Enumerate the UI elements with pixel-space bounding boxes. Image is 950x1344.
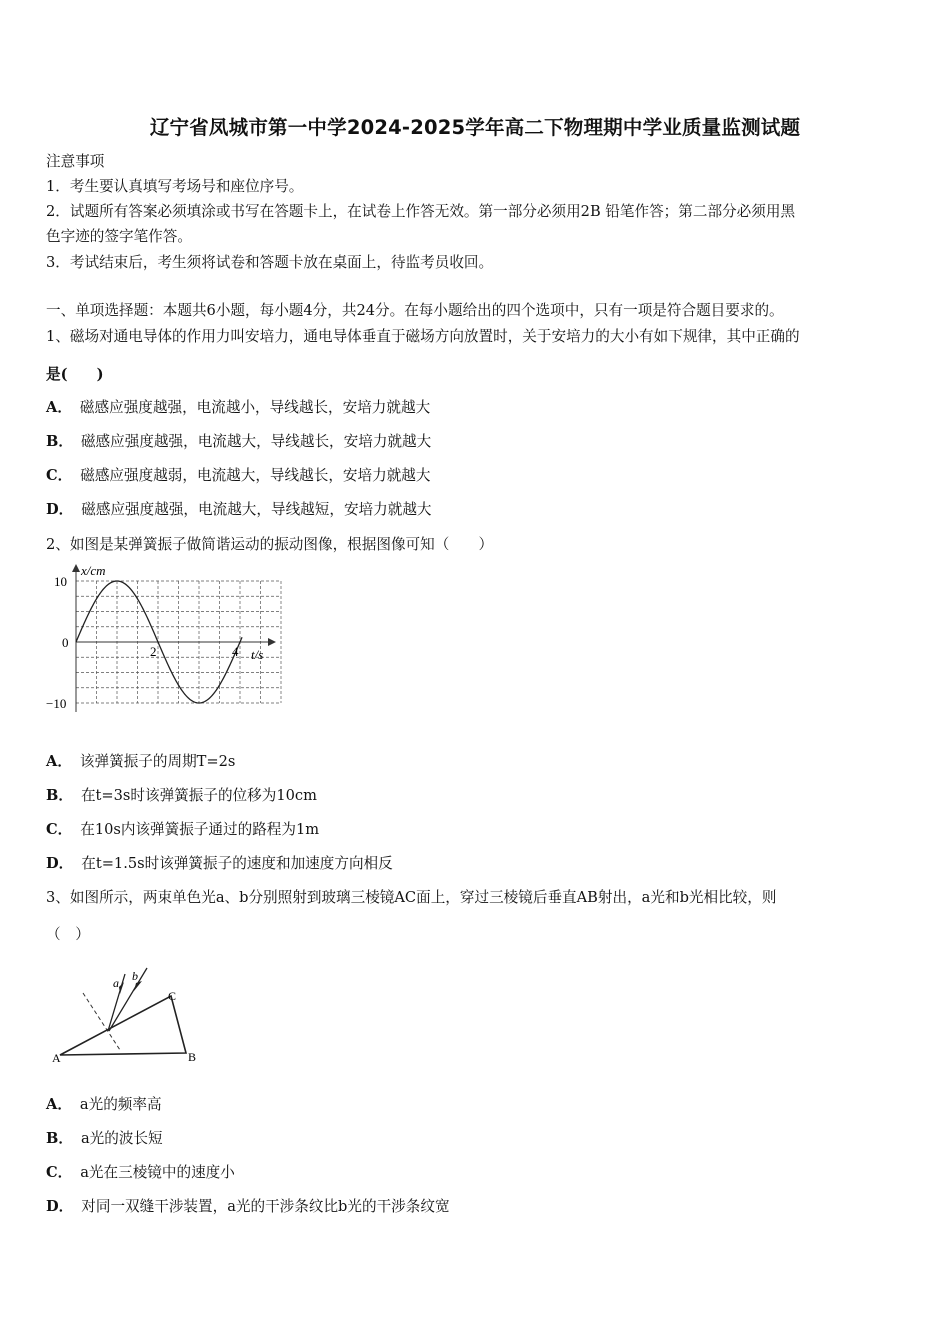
notice-item-1: 1．考生要认真填写考场号和座位序号。 bbox=[46, 178, 304, 195]
q3-stem-cont: （ ） bbox=[46, 926, 90, 943]
t-axis-arrow bbox=[268, 638, 276, 646]
q1-option-c: C． 磁感应强度越弱，电流越大，导线越长，安培力就越大 bbox=[46, 467, 431, 484]
x-tick-2: 2 bbox=[150, 644, 157, 659]
x-tick-4: 4 bbox=[232, 644, 239, 659]
vertex-b: B bbox=[188, 1050, 197, 1064]
q2-stem: 2、如图是某弹簧振子做简谐运动的振动图像，根据图像可知（ ） bbox=[46, 536, 494, 553]
prism-triangle bbox=[60, 996, 186, 1055]
y-tick-0: 0 bbox=[62, 635, 69, 650]
q3-option-c: C． a光在三棱镜中的速度小 bbox=[46, 1164, 235, 1181]
q1-option-a: A． 磁感应强度越强，电流越小，导线越长，安培力就越大 bbox=[46, 399, 431, 416]
y-tick-neg10: −10 bbox=[46, 696, 67, 711]
x-axis-label: t/s bbox=[251, 647, 264, 662]
q1-stem-cont: 是( ) bbox=[46, 366, 104, 383]
q2-option-a: A． 该弹簧振子的周期T=2s bbox=[46, 753, 236, 770]
y-axis-label: x/cm bbox=[81, 563, 106, 578]
notice-item-2-cont: 色字迹的签字笔作答。 bbox=[46, 228, 192, 245]
x-axis-arrow bbox=[72, 564, 80, 572]
prism-figure bbox=[50, 960, 210, 1070]
oscillation-graph bbox=[40, 562, 285, 722]
q3-stem: 3、如图所示，两束单色光a、b分别照射到玻璃三棱镜AC面上，穿过三棱镜后垂直AB射出，a光和b光相比较，则 bbox=[46, 889, 777, 906]
label-b: b bbox=[132, 969, 138, 983]
q2-option-d: D． 在t=1.5s时该弹簧振子的速度和加速度方向相反 bbox=[46, 855, 393, 872]
q3-option-a: A． a光的频率高 bbox=[46, 1096, 162, 1113]
page-title: 辽宁省凤城市第一中学2024-2025学年高二下物理期中学业质量监测试题 bbox=[149, 116, 801, 139]
notice-heading: 注意事项 bbox=[46, 153, 105, 170]
notice-item-3: 3．考试结束后，考生须将试卷和答题卡放在桌面上，待监考员收回。 bbox=[46, 254, 494, 271]
q2-option-c: C． 在10s内该弹簧振子通过的路程为1m bbox=[46, 821, 320, 838]
q1-option-b: B． 磁感应强度越强，电流越大，导线越长，安培力就越大 bbox=[46, 433, 432, 450]
y-tick-10: 10 bbox=[54, 574, 67, 589]
q1-stem: 1、磁场对通电导体的作用力叫安培力，通电导体垂直于磁场方向放置时，关于安培力的大小有如下规律，其中正确的 bbox=[46, 328, 800, 345]
q3-option-d: D． 对同一双缝干涉装置，a光的干涉条纹比b光的干涉条纹宽 bbox=[46, 1198, 450, 1215]
vertex-c: C bbox=[168, 989, 177, 1003]
section-heading: 一、单项选择题：本题共6小题，每小题4分，共24分。在每小题给出的四个选项中，只有一项是符合题目要求的。 bbox=[46, 302, 784, 319]
q1-option-d: D． 磁感应强度越强，电流越大，导线越短，安培力就越大 bbox=[46, 501, 432, 518]
label-a: a bbox=[113, 976, 119, 990]
vertex-a: A bbox=[52, 1051, 61, 1065]
q2-option-b: B． 在t=3s时该弹簧振子的位移为10cm bbox=[46, 787, 317, 804]
notice-item-2: 2．试题所有答案必须填涂或书写在答题卡上，在试卷上作答无效。第一部分必须用2B 铅笔作答；第二部分必须用黑 bbox=[46, 203, 796, 220]
q3-option-b: B． a光的波长短 bbox=[46, 1130, 163, 1147]
